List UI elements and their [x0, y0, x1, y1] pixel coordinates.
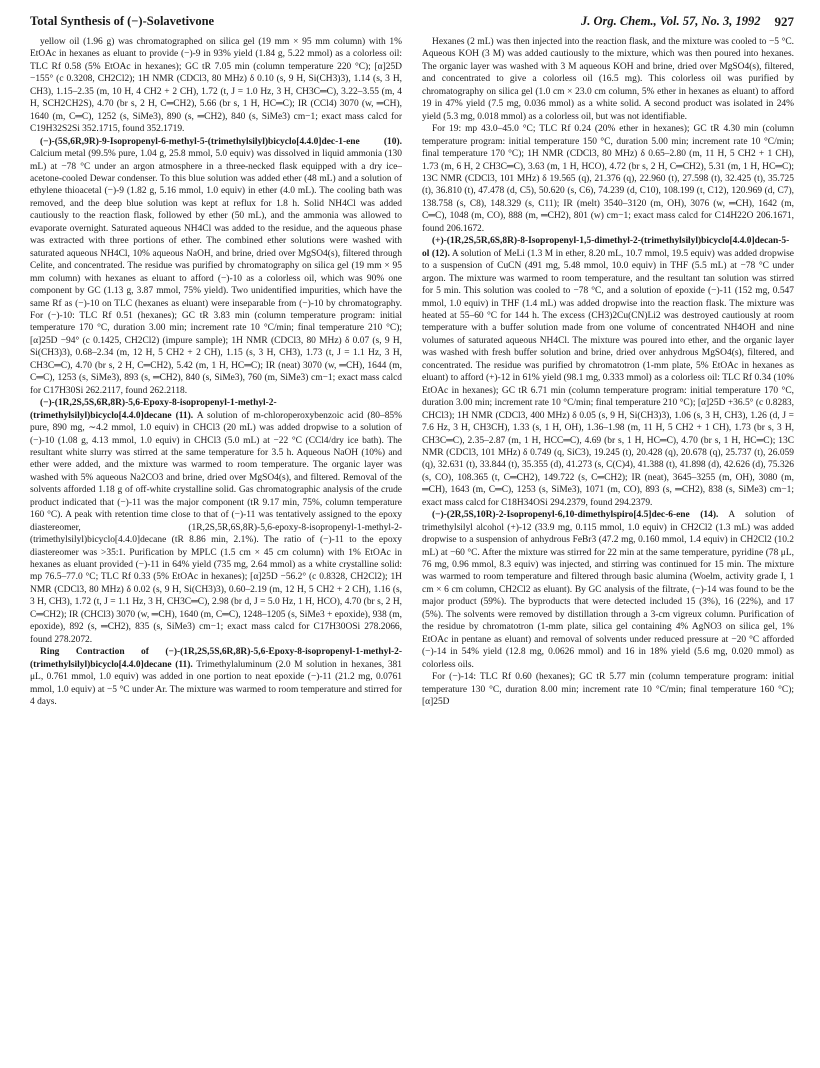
- paragraph-text: A solution of MeLi (1.3 M in ether, 8.20 mL, 10.7 mmol, 19.5 equiv) was added dropwise to a suspension of CuCN (491 mg, 5.48 mmol, 10.0 equiv) in THF (5.5 mL) at −78 °C under argon. The mixture was warmed to room temperature, and the resultant tan solution was stirred for 5 min. This solution was cooled to −78 °C, and a solution of epoxide (−)-11 (152 mg, 0.547 mmol, 1.0 equiv) in THF (1.4 mL) was added dropwise into the reaction flask. The mixture was heated at 55–60 °C for 144 h. The excess (CH3)2Cu(CN)Li2 was destroyed cautiously at room temperature with a buffer solution made from one volume of concentrated NH4OH and nine volumes of saturated aqueous NH4Cl. The mixture was poured into ether, and the organic layer was washed with fresh buffer solution and brine, dried over anhydrous MgSO4(s), filtered, and concentrated. The residue was purified by chromatotron (1-mm plate, 5% EtOAc in hexanes as eluant) to afford (+)-12 in 61% yield (98.1 mg, 0.333 mmol) as a colorless oil: TLC Rf 0.34 (10% EtOAc in hexanes); GC tR 6.71 min (column temperature program: initial temperature 170 °C, duration 3.00 min; increment rate 10 °C/min; final temperature 210 °C); [α]25D +36.5° (c 0.8283, CHCl3); 1H NMR (CDCl3, 400 MHz) δ 0.05 (s, 9 H, Si(CH3)3), 1.06 (s, 3 H, CH3), 1.26 (d, J = 7.6 Hz, 3 H, CH3CH), 1.33 (s, 1 H, OH), 1.36–1.98 (m, 11 H, 5 CH2 + 1 CH), 1.73 (br s, 3 H, CH3C═C), 2.35–2.87 (m, 1 H, HCC═C), 4.69 (br s, 1 H, HC═C), 4.70 (br s, 1 H, HC═C); 13C NMR (CDCl3, 101 MHz) δ 0.749 (q, SiC3), 19.245 (t), 20.428 (q), 20.678 (q), 25.737 (t), 26.059 (q), 32.631 (t), 33.844 (t), 35.355 (d), 41.273 (s, C(C)4), 41.388 (t), 41.898 (d), 42.626 (d), 75.326 (s, CO), 108.365 (t, C═CH2), 149.722 (s, C═CH2); IR (neat), 3645–3255 (m, OH), 3080 (m, ═CH), 1643 (m, C═C), 1253 (s, SiMe3), 1071 (m, CO), 893 (s, ═CH2), 838 (s, SiMe3) cm−1; exact mass calcd for C18H34OSi 294.2379, found 294.2379.: [422, 248, 794, 508]
- running-title: Total Synthesis of (−)-Solavetivone: [30, 14, 215, 28]
- paragraph: [422, 671, 794, 708]
- paragraph-text: Hexanes (2 mL) was then injected into the reaction flask, and the mixture was cooled to −5 °C. Aqueous KOH (3 M) was added cautiously to the mixture, which was then poured into hexanes. The organic layer was washed with 3 M aqueous KOH and brine, dried over MgSO4(s), filtered, and concentrated to give a colorless oil (16.5 mg). This colorless oil was purified by chromatography on silica gel (1.0 cm × 23.0 cm column, 5% ether in hexanes as eluant) to afford 19 in 47% yield (7.5 mg, 0.036 mmol) as a white solid. A second product was isolated in 24% yield (5.3 mg, 0.018 mmol) as a colorless oil, but was not identifiable.: [422, 37, 794, 122]
- paragraph: [422, 123, 794, 235]
- paragraph: [422, 509, 794, 671]
- compound-heading: (−)-(2R,5S,10R)-2-Isopropenyl-6,10-dimethylspiro[4.5]dec-6-ene (14).: [432, 510, 719, 521]
- compound-heading: Ring Contraction of (−)-(1R,2S,5S,6R,8R)-5,6-Epoxy-8-isopropenyl-1-methyl-2-(trimethylsilyl)bicyclo[4.4.0]decane (11).: [30, 647, 402, 670]
- paragraph: [30, 397, 402, 646]
- page-number: 927: [774, 14, 794, 29]
- paragraph: [422, 235, 794, 509]
- paragraph-text: Calcium metal (99.5% pure, 1.04 g, 25.8 mmol, 5.0 equiv) was dissolved in liquid ammonia (130 mL) at −78 °C under an argon atmosphere in a three-necked flask equipped with a dry ice–acetone-cooled Dewar condenser. To this blue solution was added ether (48 mL) and a solution of ethylene thioacetal (−)-9 (1.82 g, 5.16 mmol, 1.0 equiv) in ether (4.0 mL). The cooling bath was removed, and the deep blue solution was kept at reflux for 1.8 h. Solid NH4Cl was added cautiously to the reaction flask, followed by ether (50 mL), and the ammonia was allowed to evaporate overnight. Saturated aqueous NH4Cl was added to the residue, and the aqueous phase was extracted with three portions of ether. The combined ether solutions were washed with saturated aqueous NH4Cl, 10% aqueous NaOH, and brine, dried over MgSO4(s), filtered through Celite, and concentrated. The residue was purified by chromatography on silica gel (19 mm × 95 mm column) with hexanes as eluant to afford (−)-10 as a colorless oil, which was 90% one component by GC (1.13 g, 3.87 mmol, 75% yield). Two unidentified impurities, which have the same Rf as (−)-10 on TLC (hexanes as eluant) were inseparable from (−)-10 by chromatography. For (−)-10: TLC Rf 0.51 (hexanes); GC tR 3.83 min (column temperature program: initial temperature 170 °C, duration 3.00 min; increment rate 10 °C/min; final temperature 210 °C); [α]25D −94° (c 0.1425, CH2Cl2) (impure sample); 1H NMR (CDCl3, 80 MHz) δ 0.07 (s, 9 H, Si(CH3)3), 0.68–2.34 (m, 12 H, 5 CH2 + 2 CH), 1.15 (s, 3 H, CH3), 1.73 (t, J = 1.1 Hz, 3 H, CH3C═C), 4.70 (br s, 2 H, C═CH2), 5.42 (m, 1 H, HC═C); IR (neat) 3070 (w, ═CH), 1644 (m, C═C), 1253 (s, SiMe3), 893 (s, ═CH2), 840 (s, SiMe3), 760 (m, SiMe3) cm−1; exact mass calcd for C17H30Si 262.2117, found 262.2118.: [30, 149, 402, 396]
- paragraph-text: For 19: mp 43.0–45.0 °C; TLC Rf 0.24 (20% ether in hexanes); GC tR 4.30 min (column temperature program: initial temperature 150 °C, duration 5.00 min; increment rate 10 °C/min; final temperature 170 °C); 1H NMR (CDCl3, 80 MHz) δ 0.65–2.80 (m, 11 H, 5 CH2 + 1 CH), 1.73 (m, 6 H, 2 CH3C═C), 3.63 (m, 1 H, HCO), 4.72 (br s, 2 H, C═CH2), 5.31 (m, 1 H, HC═C); 13C NMR (CDCl3, 101 MHz) δ 19.565 (q), 21.376 (q), 22.960 (t), 27.598 (t), 32.425 (t), 35.725 (t), 36.810 (t), 47.478 (d, C5), 50.620 (s, C6), 74.239 (d, C10), 108.199 (t, C12), 120.969 (d, C7), 138.758 (s, C8), 148.329 (s, C11); IR (melt) 3540–3120 (m, OH), 3076 (w, ═CH), 1642 (m, C═C), 1048 (m, CO), 888 (m, ═CH2), 801 (w) cm−1; exact mass calcd for C14H22O 206.1671, found 206.1672.: [422, 124, 794, 234]
- right-column: [422, 36, 794, 1056]
- journal-citation: J. Org. Chem., Vol. 57, No. 3, 1992: [580, 14, 761, 28]
- text-columns: [30, 36, 794, 1056]
- paragraph-text: A solution of m-chloroperoxybenzoic acid (80–85% pure, 890 mg, ∼4.2 mmol, 1.0 equiv) in CHCl3 (20 mL) was added dropwise to a solution of (−)-10 (1.08 g, 4.13 mmol, 1.0 equiv) in CHCl3 (5.0 mL) at −22 °C (CCl4/dry ice bath). The resultant white slurry was stirred at the same temperature for 3.5 h. Aqueous NaOH (10%) and ether were added, and the mixture was warmed to room temperature. The organic layer was washed with 5% aqueous Na2CO3 and brine, dried over MgSO4(s), and filtered. Removal of the solvents afforded 1.18 g of off-white crystalline solid. Gas chromatographic analysis of the crude product indicated that (−)-11 was the major component (tR 9.17 min, 75%, column temperature 160 °C). A peak with retention time close to that of (−)-11 was tentatively assigned to the epoxy diastereomer, (1R,2S,5R,6S,8R)-5,6-epoxy-8-isopropenyl-1-methyl-2-(trimethylsilyl)bicyclo[4.4.0]decane (tR 8.86 min, 2.1%). The ratio of (−)-11 to the epoxy diastereomer was >35:1. Purification by MPLC (1.5 cm × 45 cm column) with 1% EtOAc in hexanes as eluant provided (−)-11 in 64% yield (735 mg, 2.64 mmol) as a white crystalline solid: mp 76.5–77.0 °C; TLC Rf 0.33 (5% EtOAc in hexanes); [α]25D −56.2° (c 0.8328, CH2Cl2); 1H NMR (CDCl3, 80 MHz) δ 0.02 (s, 9 H, Si(CH3)3), 0.60–2.19 (m, 12 H, 5 CH2 + 2 CH), 1.16 (s, 3 H, CH3), 1.72 (t, J = 1.1 Hz, 3 H, CH3C═C), 2.98 (br d, J = 5.0 Hz, 1 H, HCO), 4.70 (br s, 2 H, C═CH2); IR (CHCl3) 3070 (w, ═CH), 1640 (m, C═C), 1248–1205 (s, SiMe3 + epoxide), 938 (m, epoxide), 892 (s, ═CH2), 835 (s, SiMe3) cm−1; exact mass calcd for C17H30OSi 278.2066, found 278.2072.: [30, 410, 402, 645]
- page-header: [30, 14, 794, 32]
- compound-heading: (+)-(1R,2S,5R,6S,8R)-8-Isopropenyl-1,5-dimethyl-2-(trimethylsilyl)bicyclo[4.4.0]decan-5-ol (12).: [422, 236, 790, 259]
- paragraph-text: A solution of trimethylsilyl alcohol (+)-12 (33.9 mg, 0.115 mmol, 1.0 equiv) in CH2Cl2 (1.3 mL) was added dropwise to a suspension of anhydrous FeBr3 (47.2 mg, 0.160 mmol, 1.4 equiv) in CH2Cl2 (10.2 mL) at −60 °C. After the mixture was stirred for 22 min at the same temperature, pyridine (78 μL, 76 mg, 0.96 mmol, 8.3 equiv) was injected, and stirring was continued for 15 min. The mixture was warmed to room temperature and filtered through basic alumina (Woelm, activity grade I, 1 cm × 6 cm column, CH2Cl2 as eluant). By GC analysis of the filtrate, (−)-14 was found to be the major product (59%). The byproducts that were detected included 15 (3%), 16 (22%), and 17 (5%). The solvents were removed by distillation through a 3-cm vigreux column. Purification of the residue by chromatotron (1-mm plate, silica gel containing 4% AgNO3 on silica gel, 1% EtOAc in pentane as eluant) and removal of solvents under reduced pressure at −20 °C afforded (−)-14 in 54% yield (12.8 mg, 0.0626 mmol) and 16 in 18% yield (5.6 mg, 0.020 mmol) as colorless oils.: [422, 510, 794, 670]
- paragraph: [30, 36, 402, 136]
- paragraph-text: For (−)-14: TLC Rf 0.60 (hexanes); GC tR 5.77 min (column temperature program: initial temperature 130 °C, duration 8.00 min; increment rate 10 °C/min; final temperature 160 °C); [α]25D: [422, 672, 794, 708]
- paragraph: [422, 36, 794, 123]
- paragraph-text: yellow oil (1.96 g) was chromatographed on silica gel (19 mm × 95 mm column) with 1% EtOAc in hexanes as eluant to provide (−)-9 in 93% yield (1.84 g, 5.22 mmol) as a colorless oil: TLC Rf 0.58 (5% EtOAc in hexanes); GC tR 7.05 min (column temperature 220 °C); [α]25D −155° (c 0.3208, CH2Cl2); 1H NMR (CDCl3, 80 MHz) δ 0.10 (s, 9 H, Si(CH3)3), 1.14 (s, 3 H, CH3), 1.15–2.35 (m, 10 H, 4 CH2 + 2 CH), 1.72 (t, J = 1.0 Hz, 3 H, CH3C═C), 3.22–3.55 (m, 4 H, SCH2CH2S), 4.70 (br s, 2 H, C═CH2), 5.66 (br s, 1 H, HC═C); IR (CCl4) 3070 (w, ═CH), 1640 (m, C═C), 1252 (s, SiMe3), 890 (s, ═CH2), 840 (s, SiMe3) cm−1; exact mass calcd for C19H32S2Si 352.1715, found 352.1719.: [30, 37, 402, 135]
- header-right: [581, 14, 794, 29]
- paragraph: [30, 646, 402, 708]
- paragraph: [30, 136, 402, 398]
- compound-heading: (−)-(1R,2S,5S,6R,8R)-5,6-Epoxy-8-isopropenyl-1-methyl-2-(trimethylsilyl)bicyclo[4.4.0]decane (11).: [30, 398, 277, 421]
- left-column: [30, 36, 402, 1056]
- compound-heading: (−)-(5S,6R,9R)-9-Isopropenyl-6-methyl-5-(trimethylsilyl)bicyclo[4.4.0]dec-1-ene (10).: [40, 136, 402, 147]
- paragraph-text: Trimethylaluminum (2.0 M solution in hexanes, 381 μL, 0.761 mmol, 1.0 equiv) was added in one portion to neat epoxide (−)-11 (21.2 mg, 0.0761 mmol, 1.0 equiv) at −5 °C under Ar. The mixture was warmed to room temperature and stirred for 4 days.: [30, 659, 402, 708]
